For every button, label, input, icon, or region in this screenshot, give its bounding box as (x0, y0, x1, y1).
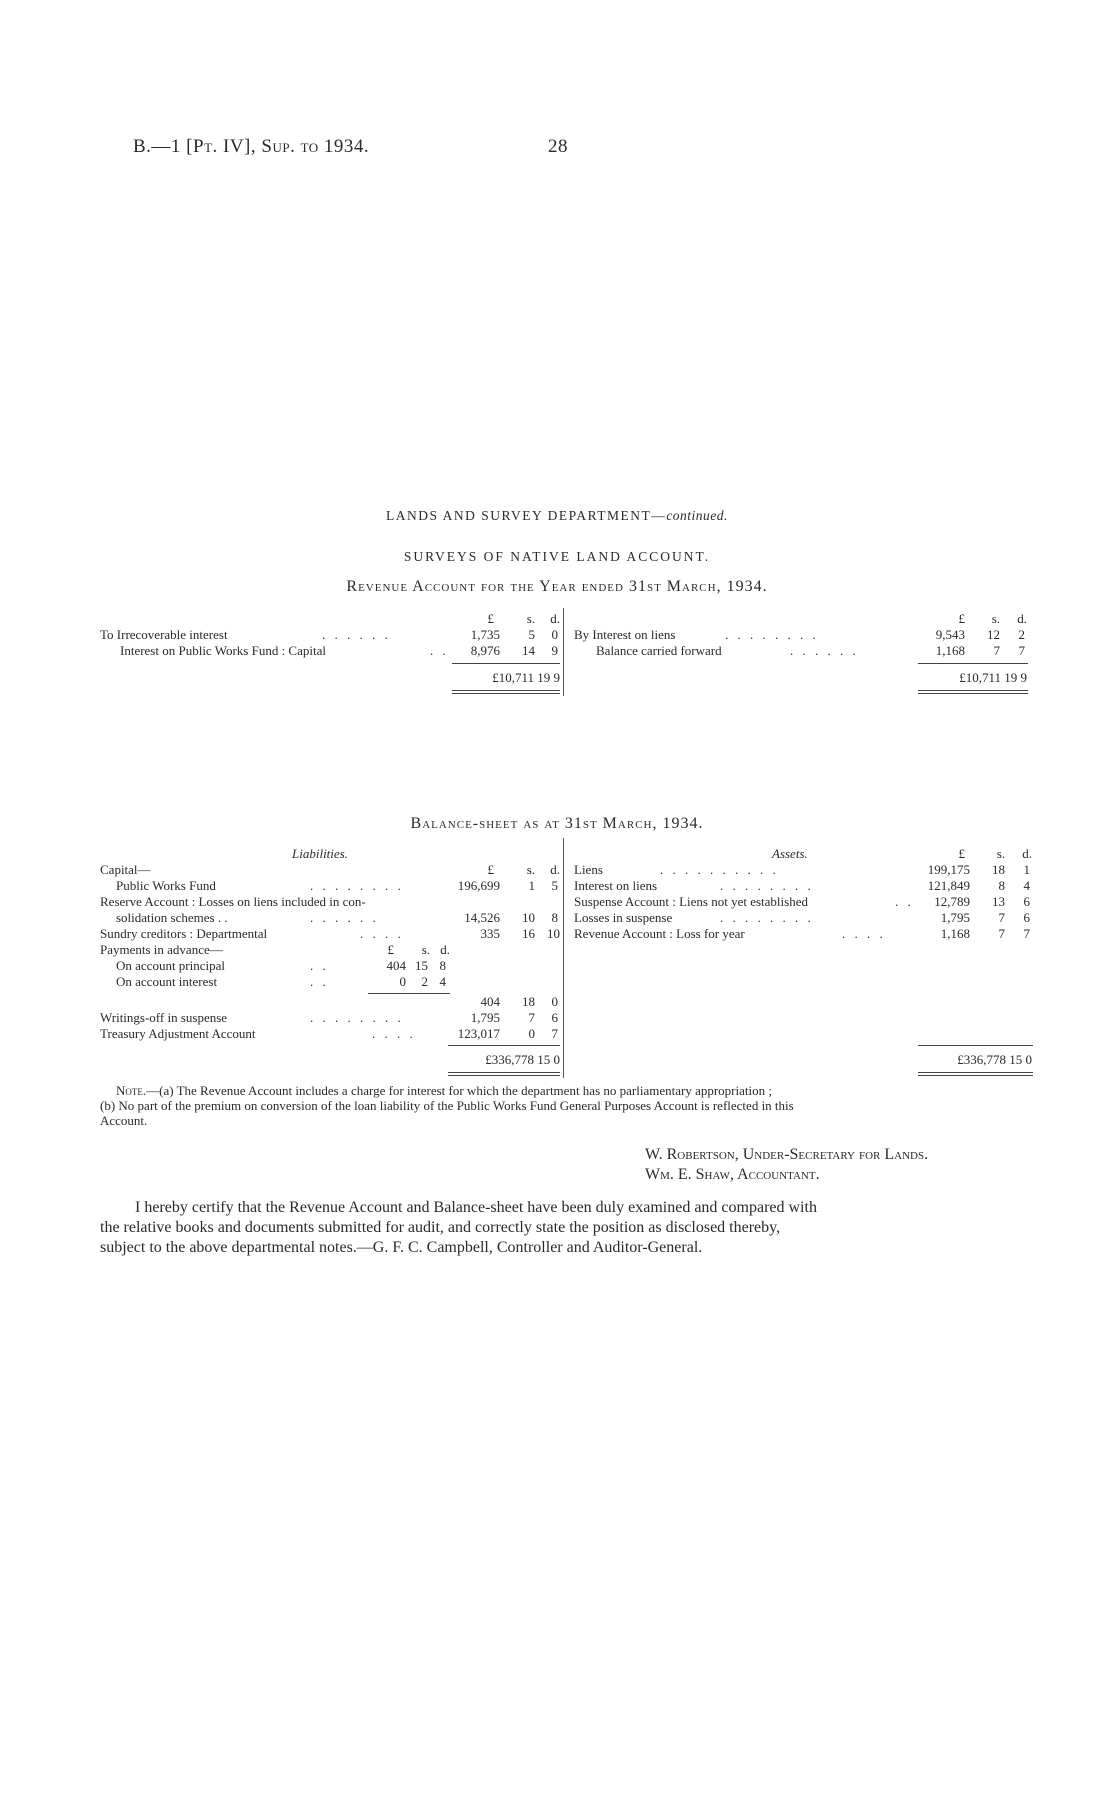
leader-dots: . . . . . . (322, 627, 391, 642)
rev-credit-double-rule (918, 693, 1028, 694)
amount-pounds: 0 (399, 974, 406, 989)
leader-dots: . . (895, 894, 914, 909)
leader-dots: . . (310, 974, 329, 989)
leader-dots: . . . . (372, 1026, 416, 1041)
rev-debit-label: To Irrecoverable interest (100, 627, 228, 642)
assets-double-rule (918, 1075, 1033, 1076)
amount-shillings: 7 (998, 926, 1005, 941)
signature-under-secretary: W. Robertson, Under-Secretary for Lands. (645, 1146, 929, 1163)
assets-double-rule (918, 1072, 1033, 1073)
asset-label: Suspense Account : Liens not yet established (574, 894, 808, 909)
amount-pence: 7 (551, 1026, 558, 1041)
amount-shillings: 0 (528, 1026, 535, 1041)
note-line-a: Note.—(a) The Revenue Account includes a charge for interest for which the department has no parliamentary appropriation ; (116, 1083, 772, 1098)
certificate-paragraph (100, 1198, 1035, 1258)
rev-debit-d-header: d. (550, 611, 560, 626)
amount-pence: 1 (1023, 862, 1030, 877)
balance-sheet-title: Balance-sheet as at 31st March, 1934. (410, 815, 704, 832)
amount-pence: 7 (1023, 926, 1030, 941)
page-number: 28 (548, 136, 568, 157)
amount-pence: 7 (1018, 643, 1025, 658)
amount-shillings: 8 (998, 878, 1005, 893)
leader-dots: . . . . . . . . (725, 627, 819, 642)
rev-credit-total-rule (918, 663, 1028, 664)
amount-pounds: 404 (386, 958, 406, 973)
note-paragraph (100, 1083, 1035, 1128)
rev-credit-total: £10,711 19 9 (959, 670, 1027, 685)
leader-dots: . . . . . . . . (310, 878, 404, 893)
amount-shillings: 18 (992, 862, 1005, 877)
rev-debit-s-header: s. (526, 611, 535, 626)
amount-shillings: 12 (987, 627, 1000, 642)
liab-pwf-label: Public Works Fund (116, 878, 216, 893)
payments-subtotal-rule (368, 993, 450, 994)
rev-debit-pound-header: £ (487, 611, 494, 626)
amount-pounds: 9,543 (935, 627, 965, 642)
asset-label: Losses in suspense (574, 910, 673, 925)
liab-treasury-label: Treasury Adjustment Account (100, 1026, 256, 1041)
rev-credit-label: Balance carried forward (596, 643, 722, 658)
amount-shillings: 14 (522, 643, 535, 658)
leader-dots: . . . . (842, 926, 886, 941)
amount-pence: 4 (439, 974, 446, 989)
assets-total: £336,778 15 0 (957, 1052, 1032, 1067)
account-title: SURVEYS OF NATIVE LAND ACCOUNT. (403, 549, 711, 564)
liabilities-total: £336,778 15 0 (485, 1052, 560, 1067)
rev-debit-total: £10,711 19 9 (492, 670, 560, 685)
liab-reserve-line1: Reserve Account : Losses on liens included in con- (100, 894, 366, 909)
amount-shillings: 7 (998, 910, 1005, 925)
bal-liab-pound-header: £ (487, 862, 494, 877)
certificate-line: subject to the above departmental notes.—G. F. C. Campbell, Controller and Auditor-General. (100, 1239, 703, 1256)
amount-pence: 9 (551, 643, 558, 658)
department-title: LANDS AND SURVEY DEPARTMENT—continued. (386, 508, 728, 523)
amount-pounds: 335 (480, 926, 500, 941)
amount-pounds: 404 (480, 994, 500, 1009)
amount-pounds: 199,175 (927, 862, 970, 877)
amount-pounds: 8,976 (470, 643, 500, 658)
liab-double-rule (448, 1075, 560, 1076)
amount-pence: 10 (547, 926, 560, 941)
liab-sub-s-header: s. (421, 942, 430, 957)
amount-pounds: 1,168 (935, 643, 965, 658)
amount-pence: 6 (551, 1010, 558, 1025)
amount-pounds: 1,795 (470, 1010, 500, 1025)
rev-credit-s-header: s. (991, 611, 1000, 626)
asset-label: Interest on liens (574, 878, 658, 893)
assets-heading: Assets. (772, 846, 808, 861)
bal-asset-pound-header: £ (958, 846, 965, 861)
leader-dots: . . . . . . . . (720, 910, 814, 925)
bal-liab-s-header: s. (526, 862, 535, 877)
liab-writings-label: Writings-off in suspense (100, 1010, 228, 1025)
amount-shillings: 16 (522, 926, 535, 941)
amount-pounds: 1,735 (470, 627, 500, 642)
amount-shillings: 15 (415, 958, 428, 973)
liab-interest-label: On account interest (116, 974, 218, 989)
assets-total-rule (918, 1045, 1033, 1046)
amount-pence: 2 (1018, 627, 1025, 642)
rev-debit-double-rule (452, 690, 560, 691)
amount-pence: 8 (439, 958, 446, 973)
rev-credit-pound-header: £ (958, 611, 965, 626)
certificate-line: I hereby certify that the Revenue Account and Balance-sheet have been duly examined and compared with (135, 1199, 817, 1216)
liab-double-rule (448, 1072, 560, 1073)
amount-pounds: 123,017 (457, 1026, 500, 1041)
rev-debit-label: Interest on Public Works Fund : Capital (120, 643, 326, 658)
leader-dots: . . . . . . . . . . (660, 862, 779, 877)
amount-shillings: 7 (528, 1010, 535, 1025)
amount-pounds: 121,849 (927, 878, 970, 893)
amount-pence: 0 (551, 627, 558, 642)
leader-dots: . . . . . . . . (310, 1010, 404, 1025)
liab-payments: Payments in advance— (100, 942, 223, 957)
amount-pence: 6 (1023, 894, 1030, 909)
note-line-c: Account. (100, 1113, 148, 1128)
liabilities-heading: Liabilities. (292, 846, 348, 861)
rev-credit-double-rule (918, 690, 1028, 691)
certificate-line: the relative books and documents submitted for audit, and correctly state the position as disclosed thereby, (100, 1219, 781, 1236)
leader-dots: . . (430, 643, 449, 658)
signature-accountant: Wm. E. Shaw, Accountant. (645, 1166, 820, 1183)
rev-debit-total-rule (452, 663, 560, 664)
liab-sub-pound-header: £ (387, 942, 394, 957)
leader-dots: . . . . . . . . (720, 878, 814, 893)
amount-pence: 8 (551, 910, 558, 925)
amount-pence: 6 (1023, 910, 1030, 925)
rev-credit-label: By Interest on liens (574, 627, 676, 642)
rev-credit-d-header: d. (1017, 611, 1027, 626)
amount-pounds: 12,789 (934, 894, 970, 909)
leader-dots: . . . . (360, 926, 404, 941)
amount-shillings: 10 (522, 910, 535, 925)
amount-shillings: 2 (421, 974, 428, 989)
asset-label: Liens (574, 862, 603, 877)
amount-pence: 5 (551, 878, 558, 893)
liab-principal-label: On account principal (116, 958, 226, 973)
revenue-divider (563, 608, 564, 696)
liab-total-rule (448, 1045, 560, 1046)
liab-capital: Capital— (100, 862, 151, 877)
document-reference: B.—1 [Pt. IV], Sup. to 1934. (133, 136, 370, 157)
amount-shillings: 1 (528, 878, 535, 893)
amount-pence: 4 (1023, 878, 1030, 893)
liab-reserve-line2: solidation schemes . . (116, 910, 228, 925)
amount-shillings: 5 (528, 627, 535, 642)
amount-shillings: 13 (992, 894, 1005, 909)
amount-shillings: 7 (993, 643, 1000, 658)
amount-pounds: 14,526 (464, 910, 500, 925)
leader-dots: . . . . . . (310, 910, 379, 925)
rev-debit-double-rule (452, 693, 560, 694)
asset-label: Revenue Account : Loss for year (574, 926, 745, 941)
amount-shillings: 18 (522, 994, 535, 1009)
liab-sub-d-header: d. (440, 942, 450, 957)
balance-divider (563, 838, 564, 1078)
revenue-account-title: Revenue Account for the Year ended 31st March, 1934. (346, 578, 768, 595)
leader-dots: . . (310, 958, 329, 973)
bal-asset-s-header: s. (996, 846, 1005, 861)
amount-pounds: 1,168 (940, 926, 970, 941)
bal-asset-d-header: d. (1022, 846, 1032, 861)
amount-pounds: 1,795 (940, 910, 970, 925)
note-line-b: (b) No part of the premium on conversion of the loan liability of the Public Works Fund General Purposes Account is reflected in this (100, 1098, 794, 1113)
liab-sundry-label: Sundry creditors : Departmental (100, 926, 268, 941)
bal-liab-d-header: d. (550, 862, 560, 877)
leader-dots: . . . . . . (790, 643, 859, 658)
amount-pence: 0 (551, 994, 558, 1009)
amount-pounds: 196,699 (457, 878, 500, 893)
